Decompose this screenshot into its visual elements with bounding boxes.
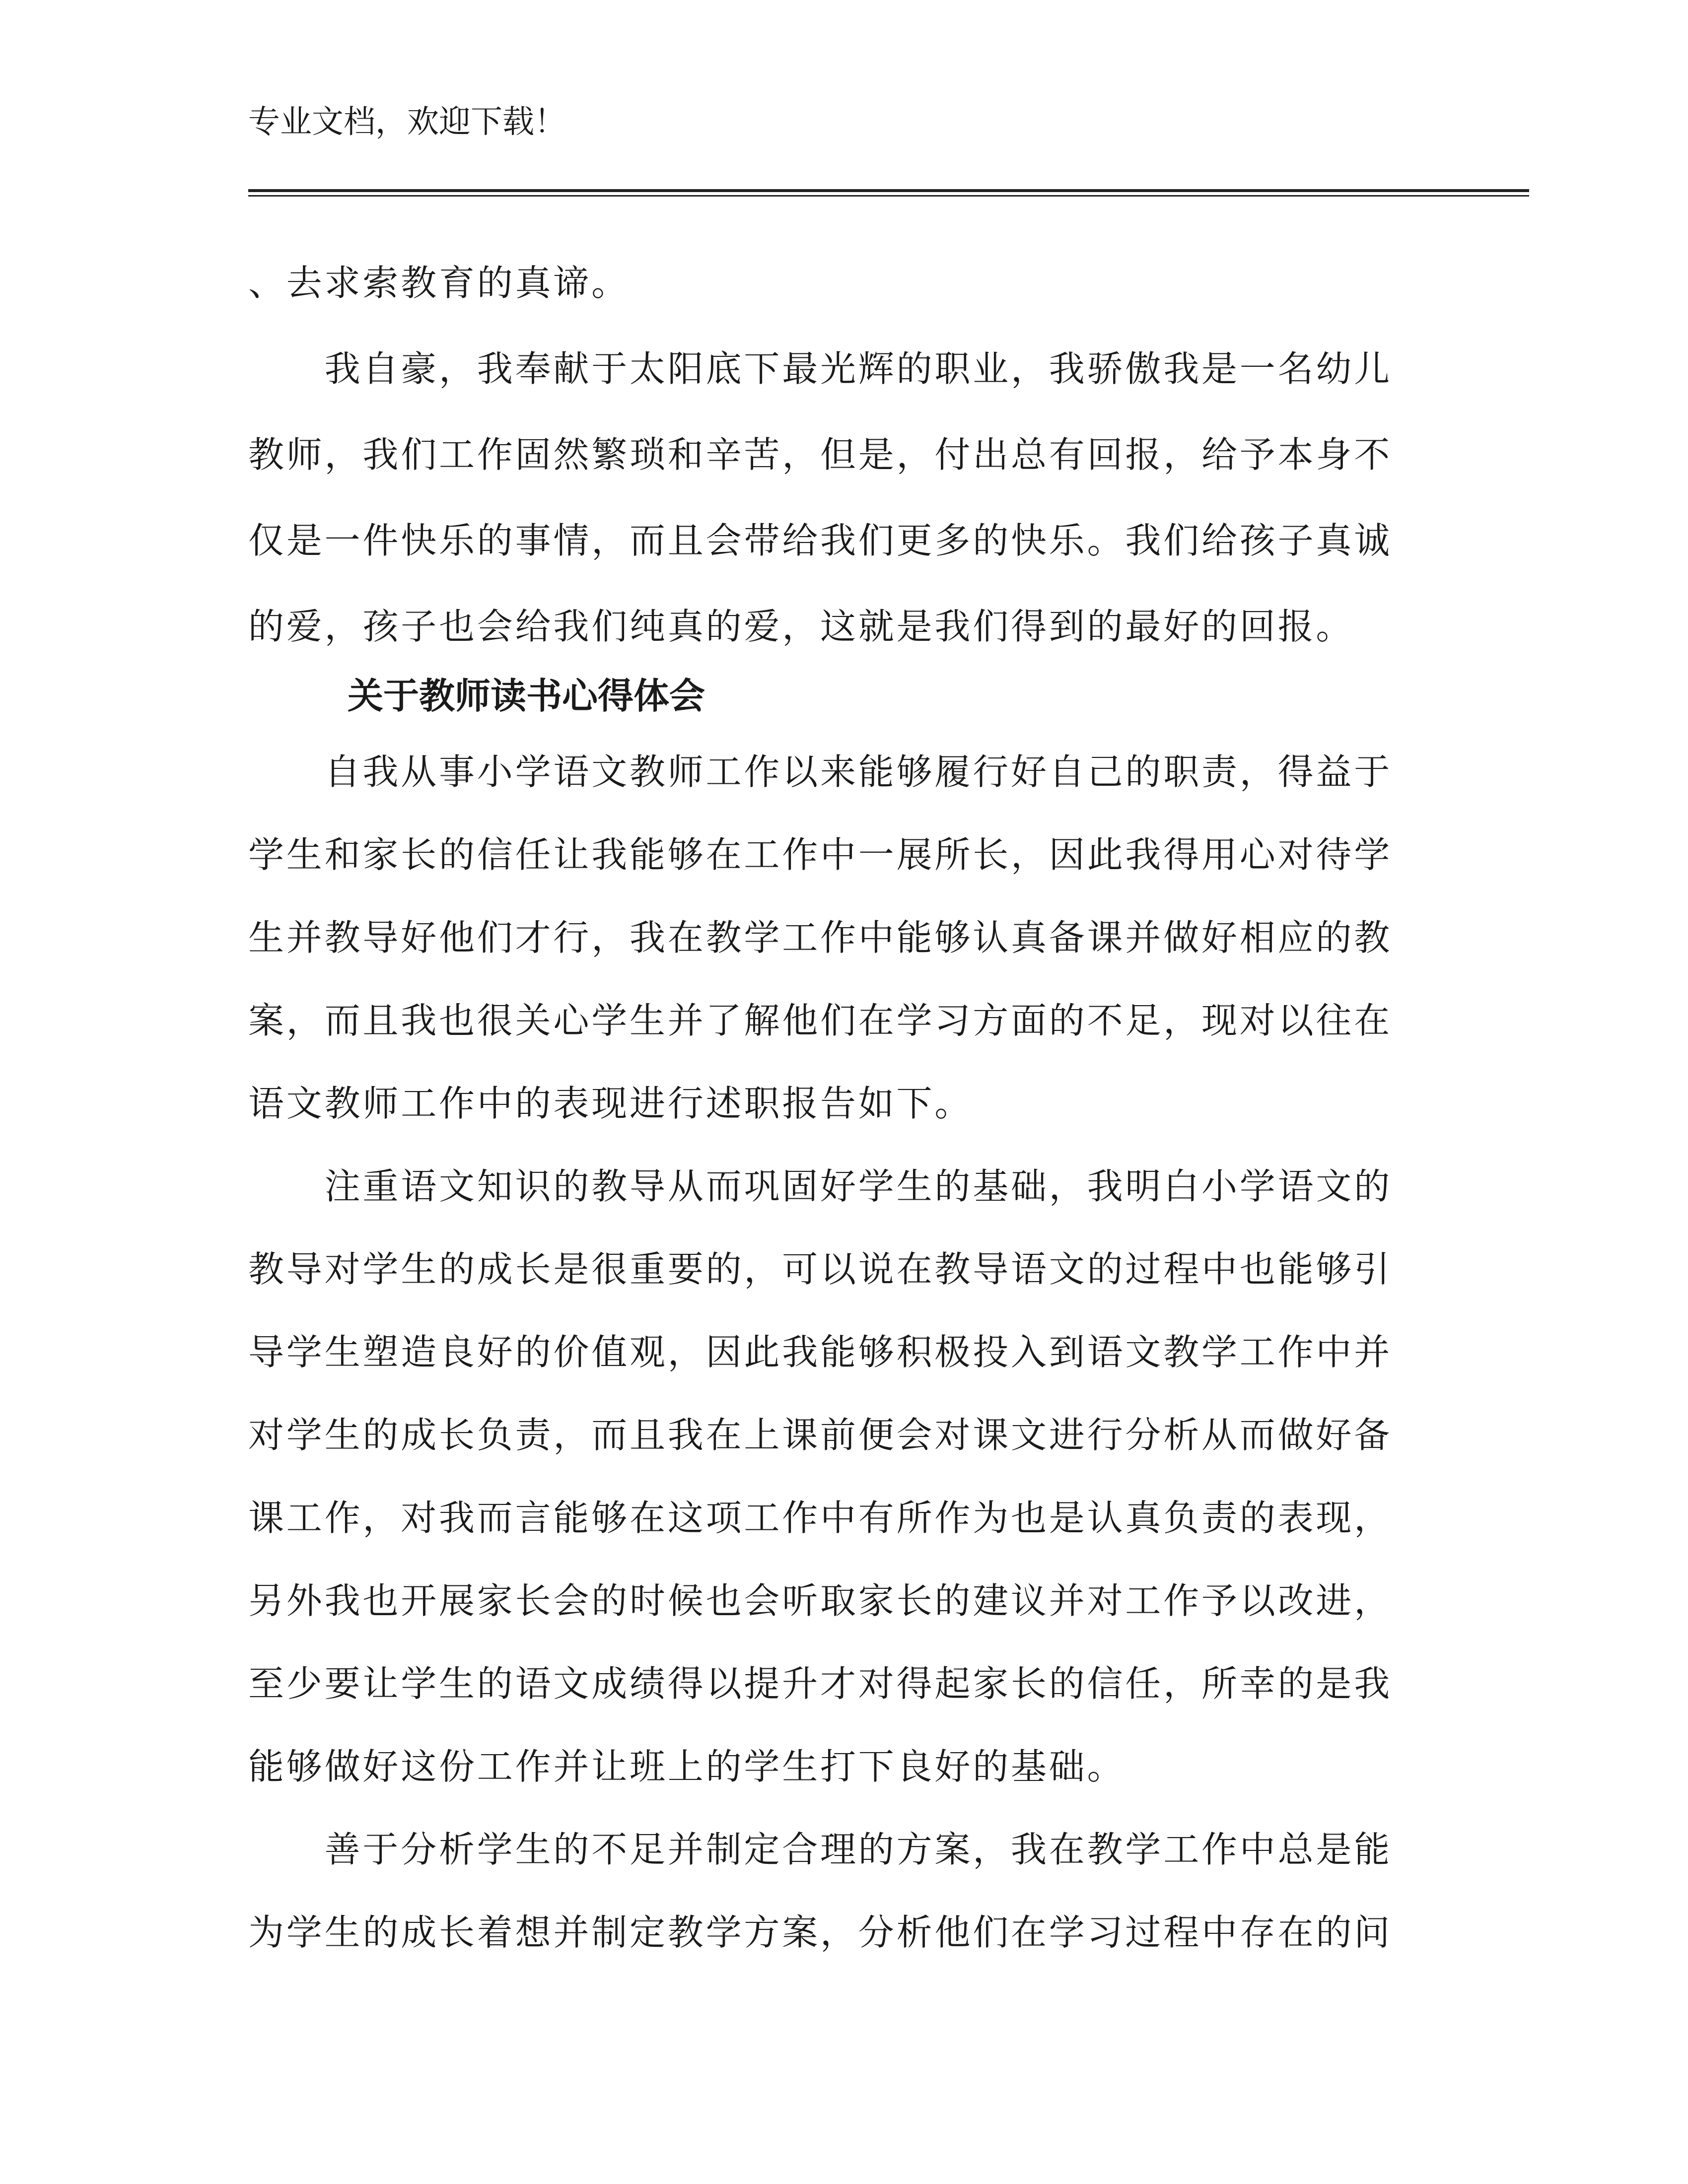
body-line: 仅是一件快乐的事情，而且会带给我们更多的快乐。我们给孩子真诚	[248, 520, 1393, 561]
body-line: 、去求索教育的真谛。	[248, 262, 630, 304]
header-text: 专业文档，欢迎下载！	[248, 104, 566, 140]
body-line: 为学生的成长着想并制定教学方案，分析他们在学习过程中存在的问	[248, 1911, 1393, 1953]
body-line: 我自豪，我奉献于太阳底下最光辉的职业，我骄傲我是一名幼儿	[248, 348, 1393, 390]
body-line: 另外我也开展家长会的时候也会听取家长的建议并对工作予以改进，	[248, 1580, 1393, 1622]
body-line: 自我从事小学语文教师工作以来能够履行好自己的职责，得益于	[248, 751, 1393, 793]
body-line: 注重语文知识的教导从而巩固好学生的基础，我明白小学语文的	[248, 1165, 1393, 1207]
body-line: 课工作，对我而言能够在这项工作中有所作为也是认真负责的表现，	[248, 1497, 1393, 1539]
header-divider-thick	[248, 189, 1529, 192]
body-line: 教师，我们工作固然繁琐和辛苦，但是，付出总有回报，给予本身不	[248, 434, 1393, 476]
body-line: 生并教导好他们才行，我在教学工作中能够认真备课并做好相应的教	[248, 917, 1393, 958]
body-line: 导学生塑造良好的价值观，因此我能够积极投入到语文教学工作中并	[248, 1331, 1393, 1373]
header-divider-thin	[248, 195, 1529, 197]
body-line: 对学生的成长负责，而且我在上课前便会对课文进行分析从而做好备	[248, 1414, 1393, 1456]
body-line: 至少要让学生的语文成绩得以提升才对得起家长的信任，所幸的是我	[248, 1663, 1393, 1705]
body-line: 教导对学生的成长是很重要的，可以说在教导语文的过程中也能够引	[248, 1248, 1393, 1290]
body-line: 案，而且我也很关心学生并了解他们在学习方面的不足，现对以往在	[248, 1000, 1393, 1041]
body-line: 的爱，孩子也会给我们纯真的爱，这就是我们得到的最好的回报。	[248, 606, 1354, 647]
section-heading: 关于教师读书心得体会	[348, 675, 705, 717]
body-line: 能够做好这份工作并让班上的学生打下良好的基础。	[248, 1746, 1125, 1787]
body-line: 学生和家长的信任让我能够在工作中一展所长，因此我得用心对待学	[248, 834, 1393, 876]
body-line: 善于分析学生的不足并制定合理的方案，我在教学工作中总是能	[248, 1829, 1393, 1870]
body-line: 语文教师工作中的表现进行述职报告如下。	[248, 1083, 973, 1124]
